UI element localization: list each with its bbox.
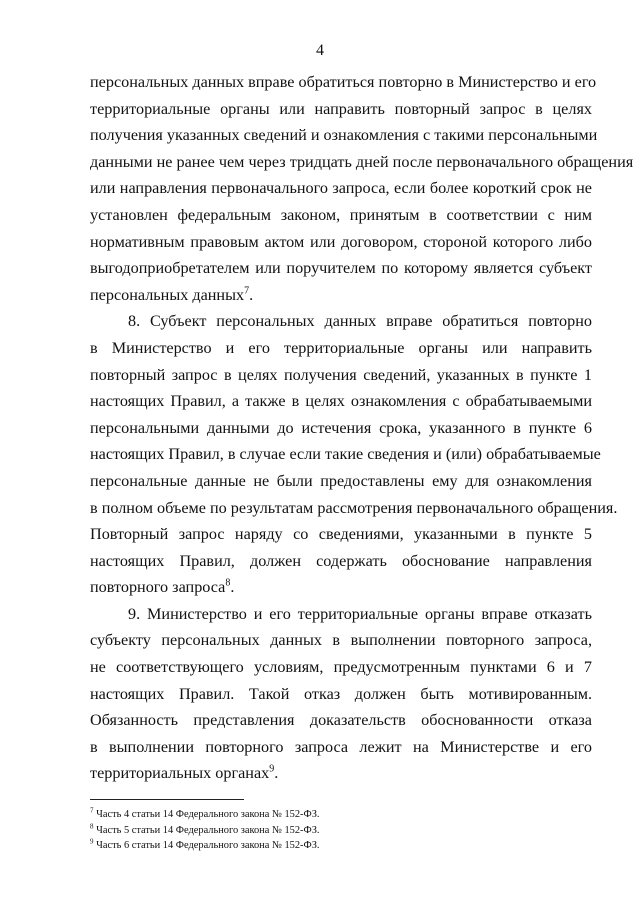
text-line: настоящих Правил, должен содержать обоснование направления bbox=[90, 551, 592, 570]
footnote-8 bbox=[90, 823, 590, 839]
text-line: настоящих Правил, а также в целях ознакомления с обрабатываемыми bbox=[90, 392, 592, 411]
text-line: данными не ранее чем через тридцать дней после первоначального обращения bbox=[90, 152, 634, 171]
text-line: 8. Субъект персональных данных вправе обратиться повторно bbox=[128, 312, 592, 331]
text-line: 9. Министерство и его территориальные органы вправе отказать bbox=[128, 604, 592, 623]
text-line bbox=[90, 574, 592, 601]
footnote-ref: 8 bbox=[225, 577, 231, 589]
text-line: настоящих Правил. Такой отказ должен быть мотивированным. bbox=[90, 684, 592, 703]
footnote-9 bbox=[90, 838, 590, 854]
text-fragment: . bbox=[230, 578, 235, 597]
paragraph-9 bbox=[90, 601, 592, 787]
footnote-text: Часть 6 статьи 14 Федерального закона № 152-ФЗ. bbox=[93, 840, 320, 852]
footnote-separator bbox=[90, 799, 244, 800]
footnote-ref: 9 bbox=[269, 764, 275, 776]
text-line: персональных данных вправе обратиться повторно в Министерство и его bbox=[90, 73, 597, 91]
footnote-number: 8 bbox=[90, 822, 94, 831]
paragraph-7-continuation bbox=[90, 69, 634, 308]
page-number: 4 bbox=[316, 42, 324, 59]
text-line: персональными данными до истечения срока, указанного в пункте 6 bbox=[90, 418, 592, 437]
footnotes bbox=[90, 807, 590, 854]
text-line: настоящих Правил, в случае если такие сведения и (или) обрабатываемые bbox=[90, 445, 601, 464]
body-text bbox=[90, 69, 634, 787]
text-line: нормативным правовым актом или договором, стороной которого либо bbox=[90, 232, 592, 251]
footnote-number: 7 bbox=[90, 806, 94, 815]
text-fragment: . bbox=[274, 764, 279, 783]
paragraph-8 bbox=[90, 308, 618, 601]
text-line: получения указанных сведений и ознакомления с такими персональными bbox=[90, 126, 598, 145]
text-line: в выполнении повторного запроса лежит на Министерстве и его bbox=[90, 737, 592, 756]
text-fragment: территориальных органах bbox=[90, 764, 270, 783]
text-line: повторный запрос в целях получения сведений, указанных в пункте 1 bbox=[90, 365, 592, 384]
text-line: в полном объеме по результатам рассмотрения первоначального обращения. bbox=[90, 498, 618, 517]
text-fragment: . bbox=[249, 285, 254, 304]
footnote-ref: 7 bbox=[244, 285, 250, 297]
text-line: выгодоприобретателем или поручителем по которому является субъект bbox=[90, 259, 592, 278]
text-line bbox=[90, 282, 592, 309]
text-line: территориальные органы или направить повторный запрос в целях bbox=[90, 99, 592, 118]
footnote-7 bbox=[90, 807, 590, 823]
footnote-number: 9 bbox=[90, 837, 94, 846]
text-line: Повторный запрос наряду со сведениями, указанными в пункте 5 bbox=[90, 525, 592, 544]
text-line: персональные данные не были предоставлены ему для ознакомления bbox=[90, 471, 592, 490]
text-line bbox=[90, 760, 592, 787]
text-line: субъекту персональных данных в выполнении повторного запроса, bbox=[90, 631, 592, 650]
text-fragment: персональных данных bbox=[90, 285, 245, 304]
text-line: в Министерство и его территориальные органы или направить bbox=[90, 338, 592, 357]
footnote-text: Часть 4 статьи 14 Федерального закона № 152-ФЗ. bbox=[93, 809, 320, 820]
text-line: Обязанность представления доказательств обоснованности отказа bbox=[90, 711, 592, 730]
text-line: не соответствующего условиям, предусмотренным пунктами 6 и 7 bbox=[90, 658, 592, 677]
text-line: установлен федеральным законом, принятым в соответствии с ним bbox=[90, 205, 592, 224]
text-line: или направления первоначального запроса, если более короткий срок не bbox=[90, 179, 592, 198]
text-fragment: повторного запроса bbox=[90, 578, 226, 597]
footnote-text: Часть 5 статьи 14 Федерального закона № 152-ФЗ. bbox=[93, 824, 320, 836]
